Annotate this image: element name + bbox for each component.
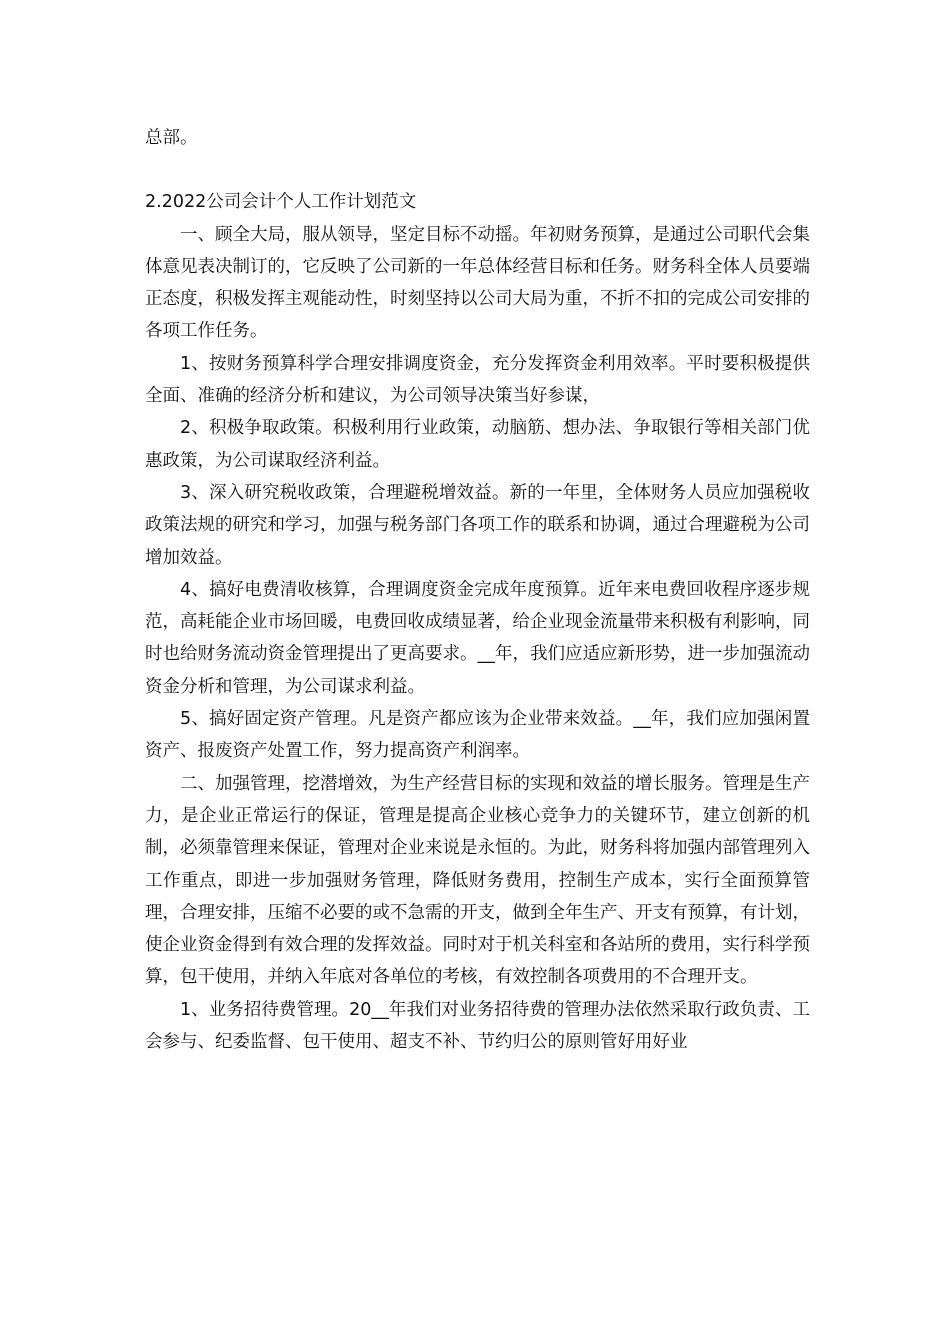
paragraph-item-4-electricity: 4、搞好电费清收核算，合理调度资金完成年度预算。近年来电费回收程序逐步规范，高耗能企业市场回暖，电费回收成绩显著，给企业现金流量带来积极有利影响，同时也给财务流动资金管理提出了更高要求。__年，我们应适应新形势，进一步加强流动资金分析和管理，为公司谋求利益。 <box>145 579 810 697</box>
lead-fragment: 总部。 <box>145 128 198 148</box>
paragraph-item-3-tax: 3、深入研究税收政策，合理避税增效益。新的一年里，全体财务人员应加强税收政策法规的研究和学习，加强与税务部门各项工作的联系和协调，通过合理避税为公司增加效益。 <box>145 482 810 568</box>
paragraph-item-1-budget: 1、按财务预算科学合理安排调度资金，充分发挥资金利用效率。平时要积极提供全面、准确的经济分析和建议，为公司领导决策当好参谋， <box>145 353 810 407</box>
paragraph-item-2-policy: 2、积极争取政策。积极利用行业政策，动脑筋、想办法、争取银行等相关部门优惠政策，为公司谋取经济利益。 <box>145 418 810 471</box>
paragraph-item-1-hospitality: 1、业务招待费管理。20__年我们对业务招待费的管理办法依然采取行政负责、工会参与、纪委监督、包干使用、超支不补、节约归公的原则管好用好业 <box>145 999 810 1053</box>
document-body <box>145 122 810 1058</box>
paragraph-item-5-assets: 5、搞好固定资产管理。凡是资产都应该为企业带来效益。__年，我们应加强闲置资产、报废资产处置工作，努力提高资产利润率。 <box>145 709 810 762</box>
paragraph-principle-two: 二、加强管理，挖潜增效，为生产经营目标的实现和效益的增长服务。管理是生产力，是企业正常运行的保证，管理是提高企业核心竞争力的关键环节，建立创新的机制，必须靠管理来保证，管理对企业来说是永恒的。为此，财务科将加强内部管理列入工作重点，即进一步加强财务管理，降低财务费用，控制生产成本，实行全面预算管理，合理安排，压缩不必要的或不急需的开支，做到全年生产、开支有预算，有计划，使企业资金得到有效合理的发挥效益。同时对于机关科室和各站所的费用，实行科学预算，包干使用，并纳入年底对各单位的考核，有效控制各项费用的不合理开支。 <box>145 773 810 988</box>
paragraph-principle-one: 一、顾全大局，服从领导，坚定目标不动摇。年初财务预算，是通过公司职代会集体意见表决制订的，它反映了公司新的一年总体经营目标和任务。财务科全体人员要端正态度，积极发挥主观能动性，时刻坚持以公司大局为重，不折不扣的完成公司安排的各项工作任务。 <box>145 224 810 342</box>
section-heading: 2.2022公司会计个人工作计划范文 <box>145 192 417 213</box>
